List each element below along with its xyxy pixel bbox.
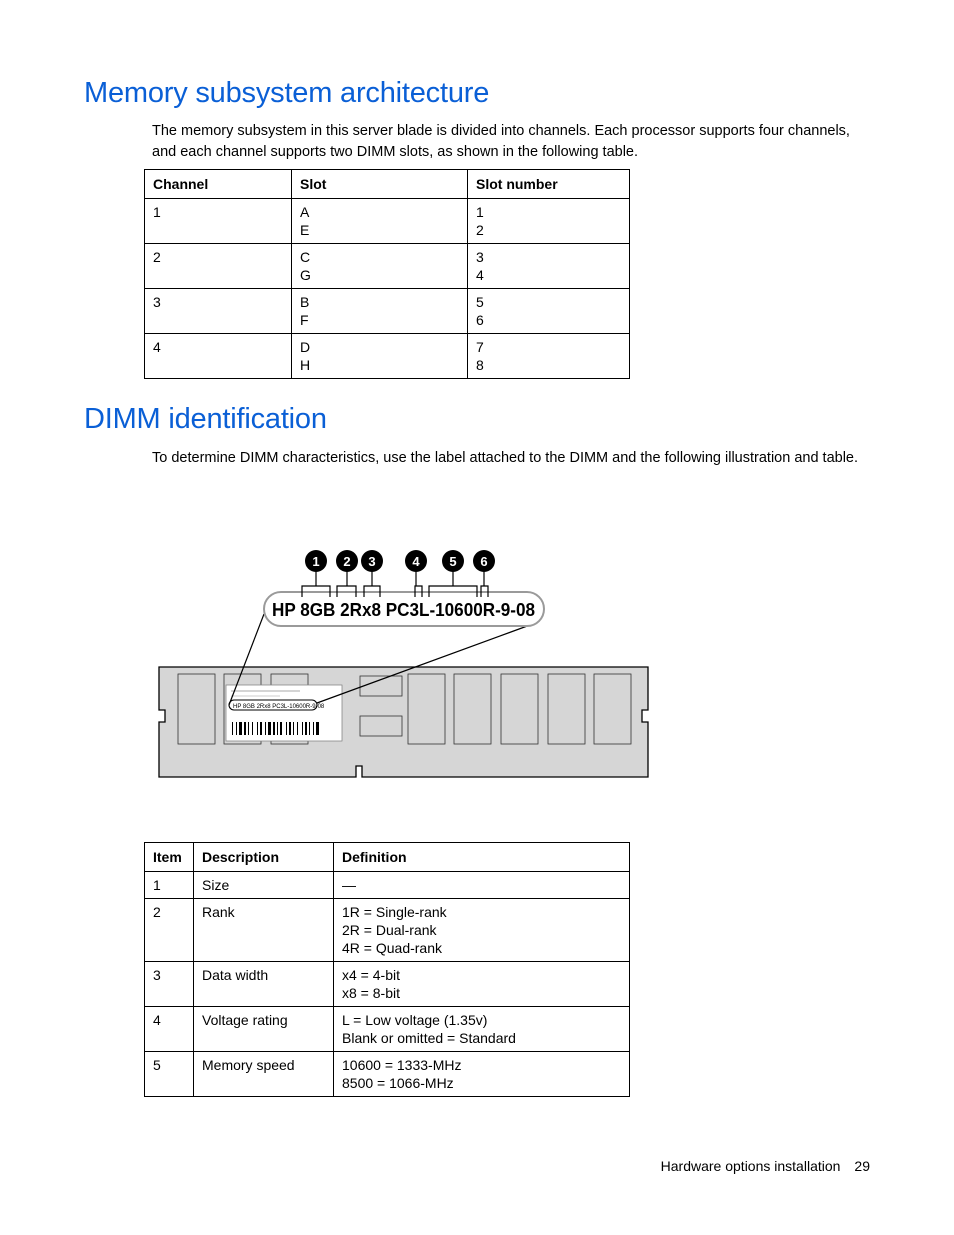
- slot-letter: A: [300, 204, 310, 220]
- dimm-item-table: [144, 842, 630, 1097]
- definition-line: 10600 = 1333-MHz: [342, 1057, 462, 1073]
- definition-line: 8500 = 1066-MHz: [342, 1075, 454, 1091]
- definition-line: L = Low voltage (1.35v): [342, 1012, 488, 1028]
- callout-number: 6: [480, 554, 488, 569]
- definition-cell: [334, 899, 630, 962]
- description-cell: Data width: [194, 962, 334, 1007]
- callout-markers: [305, 550, 495, 572]
- definition-line: 1R = Single-rank: [342, 904, 447, 920]
- definition-line: —: [342, 877, 356, 893]
- table-row: [145, 872, 630, 899]
- section-title-memory-architecture: Memory subsystem architecture: [84, 77, 490, 109]
- slot-number: 4: [476, 267, 484, 283]
- slot-cell: [292, 334, 468, 379]
- slot-number: 2: [476, 222, 484, 238]
- table-row: [145, 899, 630, 962]
- column-header-item: Item: [145, 843, 194, 872]
- enlarged-label-text: HP 8GB 2Rx8 PC3L-10600R-9-08: [272, 599, 535, 620]
- slot-cell: [292, 199, 468, 244]
- definition-cell: [334, 962, 630, 1007]
- slot-number: 5: [476, 294, 484, 310]
- table-row: [145, 1007, 630, 1052]
- item-cell: 2: [145, 899, 194, 962]
- channel-cell: 3: [145, 289, 292, 334]
- slot-cell: [292, 289, 468, 334]
- slot-letter: D: [300, 339, 311, 355]
- table-header-row: [145, 843, 630, 872]
- definition-line: Blank or omitted = Standard: [342, 1030, 516, 1046]
- slot-letter: E: [300, 222, 310, 238]
- slot-letter: B: [300, 294, 310, 310]
- section-title-dimm-identification: DIMM identification: [84, 403, 327, 435]
- dimm-sticker: [226, 685, 342, 741]
- callout-number: 3: [368, 554, 376, 569]
- slot-number-cell: [468, 289, 630, 334]
- definition-cell: [334, 1052, 630, 1097]
- definition-line: x4 = 4-bit: [342, 967, 400, 983]
- callout-number: 2: [343, 554, 351, 569]
- slot-number: 3: [476, 249, 484, 265]
- description-cell: Size: [194, 872, 334, 899]
- channel-cell: 4: [145, 334, 292, 379]
- column-header-definition: Definition: [334, 843, 630, 872]
- item-cell: 1: [145, 872, 194, 899]
- item-cell: 5: [145, 1052, 194, 1097]
- table-row: [145, 199, 630, 244]
- table-row: [145, 962, 630, 1007]
- item-cell: 3: [145, 962, 194, 1007]
- description-cell: Voltage rating: [194, 1007, 334, 1052]
- page-number: 29: [854, 1158, 870, 1174]
- channel-cell: 1: [145, 199, 292, 244]
- slot-number: 7: [476, 339, 484, 355]
- column-header-channel: Channel: [145, 170, 292, 199]
- slot-number: 6: [476, 312, 484, 328]
- column-header-slot-number: Slot number: [468, 170, 630, 199]
- callout-number: 4: [412, 554, 420, 569]
- table-row: [145, 244, 630, 289]
- definition-cell: [334, 872, 630, 899]
- description-cell: Rank: [194, 899, 334, 962]
- slot-letter: G: [300, 267, 311, 283]
- channel-cell: 2: [145, 244, 292, 289]
- definition-cell: [334, 1007, 630, 1052]
- slot-letter: F: [300, 312, 309, 328]
- small-label-text: HP 8GB 2Rx8 PC3L-10600R-9-08: [233, 704, 325, 710]
- definition-line: 4R = Quad-rank: [342, 940, 442, 956]
- slot-number-cell: [468, 199, 630, 244]
- callout-number: 5: [449, 554, 457, 569]
- dimm-label-illustration: [150, 540, 654, 782]
- column-header-description: Description: [194, 843, 334, 872]
- table-row: [145, 1052, 630, 1097]
- memory-architecture-intro: The memory subsystem in this server blade is divided into channels. Each processor supports four channels, and each channel supports two DIMM slots, as shown in the following table.: [152, 123, 850, 160]
- table-header-row: [145, 170, 630, 199]
- column-header-slot: Slot: [292, 170, 468, 199]
- callout-number: 1: [312, 554, 320, 569]
- slot-number: 1: [476, 204, 484, 220]
- item-cell: 4: [145, 1007, 194, 1052]
- slot-letter: H: [300, 357, 311, 373]
- slot-cell: [292, 244, 468, 289]
- dimm-identification-intro: To determine DIMM characteristics, use the label attached to the DIMM and the following illustration and table.: [152, 450, 859, 466]
- slot-letter: C: [300, 249, 311, 265]
- definition-line: 2R = Dual-rank: [342, 922, 437, 938]
- footer-section-name: Hardware options installation: [660, 1158, 841, 1174]
- channel-slot-table: [144, 169, 630, 379]
- slot-number-cell: [468, 334, 630, 379]
- description-cell: Memory speed: [194, 1052, 334, 1097]
- slot-number-cell: [468, 244, 630, 289]
- table-row: [145, 334, 630, 379]
- slot-number: 8: [476, 357, 484, 373]
- table-row: [145, 289, 630, 334]
- page-footer: [661, 1158, 870, 1174]
- definition-line: x8 = 8-bit: [342, 985, 400, 1001]
